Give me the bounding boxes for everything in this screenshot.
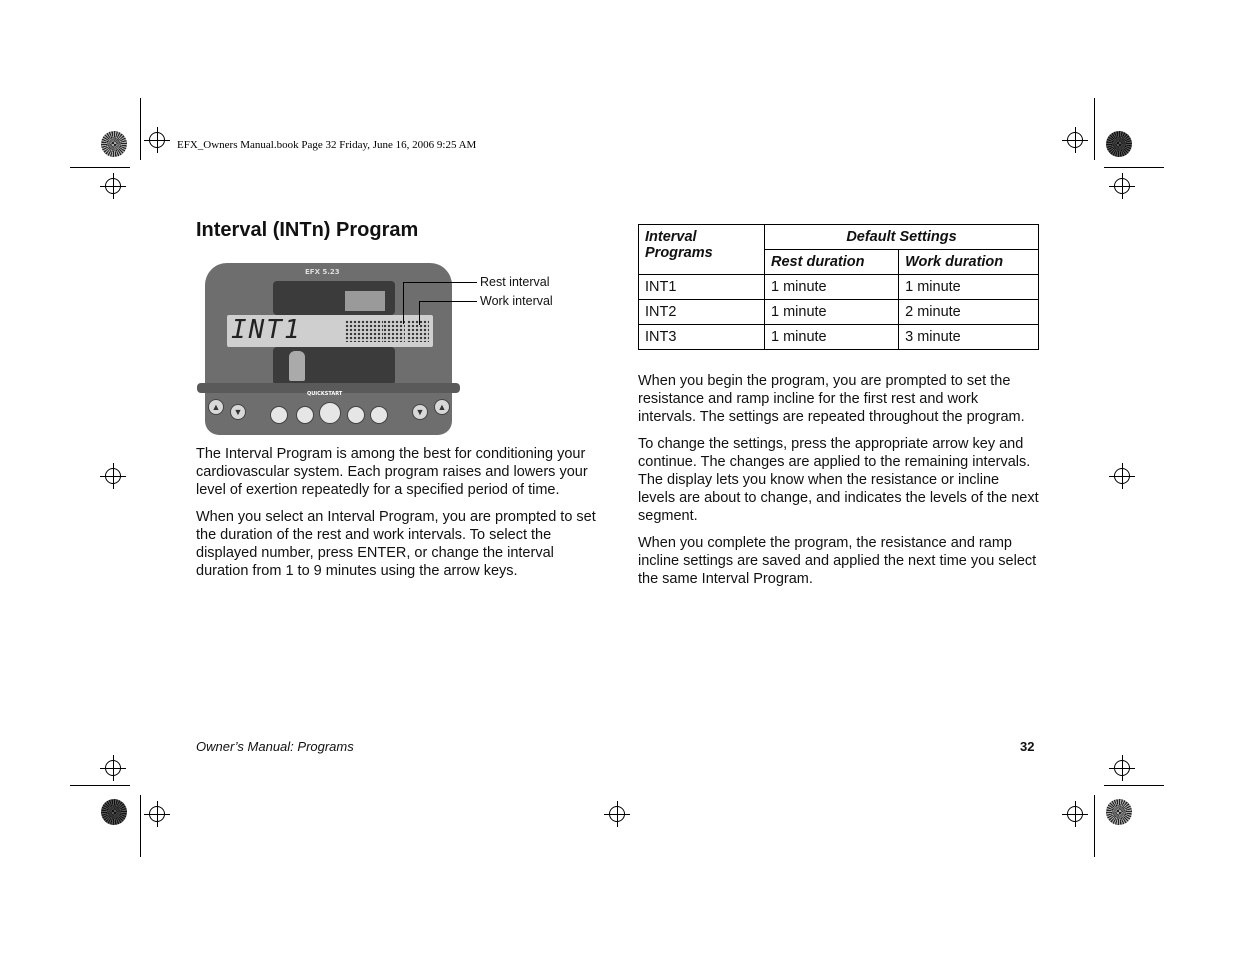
table-row: [639, 300, 1039, 325]
runner-figure-icon: [289, 351, 305, 381]
registration-mark: [1067, 132, 1083, 148]
console-button: [370, 406, 388, 424]
registration-mark: [105, 178, 121, 194]
callout-rest-interval: Rest interval: [480, 275, 550, 289]
crop-mark: [140, 795, 141, 857]
registration-mark: [1114, 468, 1130, 484]
paragraph: To change the settings, press the appropriate arrow key and continue. The changes are applied to the remaining intervals. The display lets you know when the resistance or incline levels are about to change, and indicates the levels of the next segment.: [638, 436, 1039, 524]
table-group-header: Default Settings: [765, 225, 1039, 250]
console-button: [319, 402, 341, 424]
quickstart-label: QUICKSTART: [307, 391, 343, 397]
table-cell: INT2: [639, 300, 765, 325]
registration-mark: [149, 132, 165, 148]
paragraph: When you complete the program, the resistance and ramp incline settings are saved and applied the next time you select the same Interval Program.: [638, 535, 1037, 587]
lcd-dot-matrix-rest: [383, 320, 405, 342]
lcd-program-text: INT1: [231, 315, 302, 345]
table-row: [639, 325, 1039, 350]
registration-mark: [1114, 760, 1130, 776]
interval-defaults-table: [638, 224, 1039, 350]
star-target-icon: [1106, 131, 1132, 157]
table-cell: 1 minute: [765, 275, 899, 300]
print-header: EFX_Owners Manual.book Page 32 Friday, June 16, 2006 9:25 AM: [177, 139, 477, 151]
table-cell: INT1: [639, 275, 765, 300]
console-button: [347, 406, 365, 424]
lcd-dot-matrix: [345, 320, 383, 342]
callout-leader-rest-vertical: [403, 282, 404, 324]
arrow-up-icon: ▲: [208, 399, 224, 415]
table-cell: 1 minute: [765, 300, 899, 325]
crop-mark: [1094, 795, 1095, 857]
console-illustration: [197, 263, 460, 435]
star-target-icon: [1106, 799, 1132, 825]
star-target-icon: [101, 799, 127, 825]
console-mini-screen: [345, 291, 385, 311]
lcd-dot-matrix-work: [407, 320, 429, 342]
page-title: Interval (INTn) Program: [196, 219, 419, 241]
console-logo: EFX 5.23: [305, 268, 340, 276]
callout-leader-work-vertical: [419, 301, 420, 325]
page-number: 32: [1020, 739, 1035, 754]
registration-mark: [105, 760, 121, 776]
column-header: Work duration: [899, 250, 1039, 275]
crop-mark: [140, 98, 141, 160]
table-cell: 2 minute: [899, 300, 1039, 325]
paragraph: When you begin the program, you are prompted to set the resistance and ramp incline for the first rest and work intervals. The settings are repeated throughout the program.: [638, 373, 1025, 425]
running-footer: Owner’s Manual: Programs: [196, 739, 354, 754]
console-button: [270, 406, 288, 424]
callout-leader-rest: [403, 282, 477, 283]
registration-mark: [105, 468, 121, 484]
callout-leader-work: [419, 301, 477, 302]
table-cell: 1 minute: [899, 275, 1039, 300]
registration-mark: [1114, 178, 1130, 194]
crop-mark: [70, 785, 130, 786]
table-cell: 1 minute: [765, 325, 899, 350]
table-cell: 3 minute: [899, 325, 1039, 350]
callout-work-interval: Work interval: [480, 294, 553, 308]
paragraph: The Interval Program is among the best for conditioning your cardiovascular system. Each program raises and lowers your level of exertion repeatedly for a specified period of time.: [196, 446, 588, 498]
crop-mark: [1104, 785, 1164, 786]
paragraph: When you select an Interval Program, you are prompted to set the duration of the rest and work intervals. To select the displayed number, press ENTER, or change the interval duration from 1 to 9 minutes using the arrow keys.: [196, 509, 596, 579]
arrow-down-icon: ▼: [412, 404, 428, 420]
table-corner-header: Interval Programs: [639, 225, 765, 275]
registration-mark: [149, 806, 165, 822]
table-header-row: [639, 225, 1039, 250]
star-target-icon: [101, 131, 127, 157]
table-cell: INT3: [639, 325, 765, 350]
console-button: [296, 406, 314, 424]
arrow-down-icon: ▼: [230, 404, 246, 420]
crop-mark: [70, 167, 130, 168]
arrow-up-icon: ▲: [434, 399, 450, 415]
table-row: [639, 275, 1039, 300]
crop-mark: [1094, 98, 1095, 160]
column-header: Rest duration: [765, 250, 899, 275]
crop-mark: [1104, 167, 1164, 168]
registration-mark: [1067, 806, 1083, 822]
registration-mark: [609, 806, 625, 822]
